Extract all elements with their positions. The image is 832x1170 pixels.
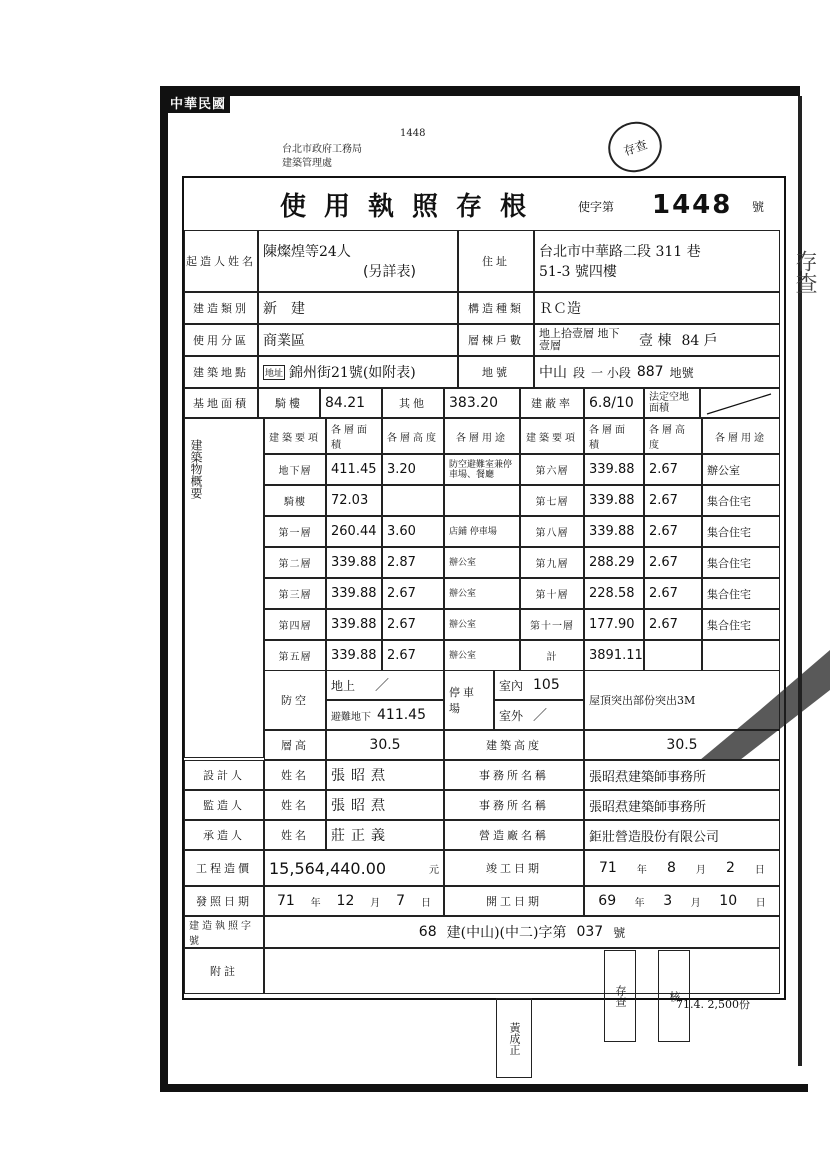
floor-area-right: 339.88: [584, 516, 644, 547]
scan-border-left: [160, 86, 168, 1092]
height-value: 30.5: [326, 730, 444, 760]
other-value: 383.20: [444, 388, 520, 418]
header-tag: 中華民國: [166, 92, 230, 113]
scan-noise: [700, 650, 830, 760]
floor-use-right: 辦公室: [702, 454, 780, 485]
floor-height-left: [382, 485, 444, 516]
designer-office-label: 事務所名稱: [444, 760, 584, 790]
start-month-unit: 月: [690, 897, 701, 909]
bldg-height-label: 建築高度: [444, 730, 584, 760]
address-label: 住址: [458, 230, 534, 292]
floor-use-left: 辦公室: [444, 578, 520, 609]
left-col-use: 各層用途: [444, 418, 520, 454]
structure-label: 構造種類: [458, 292, 534, 324]
floor-area-right: 177.90: [584, 609, 644, 640]
bottom-stamp-2: 存查: [604, 950, 636, 1042]
done-year-unit: 年: [636, 864, 647, 876]
floor-height-left: 3.20: [382, 454, 444, 485]
summary-label: 建築物概要: [189, 439, 203, 499]
open-space-label: 法定空地面積: [644, 388, 700, 418]
designer-office: 張昭焄建築師事務所: [584, 760, 780, 790]
lot-district: 中山: [539, 365, 567, 381]
right-col-floor: 建築要項: [520, 418, 584, 454]
lot-suffix: 地號: [669, 365, 694, 380]
floor-height-right: 2.67: [644, 485, 702, 516]
print-note: 71.4. 2,500份: [676, 998, 750, 1011]
floor-use-left: [444, 485, 520, 516]
floor-area-left: 339.88: [326, 578, 382, 609]
floor-use-left: 防空避難室兼停車場、餐廳: [444, 454, 520, 485]
address-line2: 51-3 號四樓: [539, 264, 617, 280]
floor-name-left: 第四層: [264, 609, 326, 640]
issue-month-unit: 月: [370, 897, 381, 909]
floor-height-left: 2.67: [382, 640, 444, 671]
floor-height-right: 2.67: [644, 547, 702, 578]
floor-name-left: 第三層: [264, 578, 326, 609]
other-label: 其他: [382, 388, 444, 418]
bottom-stamp-3: 核: [658, 950, 690, 1042]
floor-height-right: 2.67: [644, 609, 702, 640]
lot-number: 887: [636, 364, 664, 380]
shelter-below-label: 避難地下: [331, 711, 371, 723]
parking-outdoor-value: ／: [533, 708, 548, 724]
license-suffix: 號: [752, 200, 765, 214]
building-type-value: 新 建: [258, 292, 458, 324]
start-day-unit: 日: [755, 897, 766, 909]
left-col-floor: 建築要項: [264, 418, 326, 454]
owner-note: (另詳表): [363, 264, 416, 280]
parking-indoor-cell: [494, 670, 584, 700]
building-type-label: 建造類別: [184, 292, 258, 324]
floor-use-left: 辦公室: [444, 640, 520, 671]
floor-height-left: 2.67: [382, 578, 444, 609]
lot-cell: [534, 356, 780, 388]
issue-date: [264, 886, 444, 916]
issue-month: 12: [336, 893, 355, 909]
number-stamp: 1448: [400, 128, 426, 139]
remarks-value: [264, 948, 780, 994]
done-date: [584, 850, 780, 886]
lot-label: 地號: [458, 356, 534, 388]
designer-name: 張昭焄: [326, 760, 444, 790]
arcade-label: 騎樓: [258, 388, 320, 418]
zoning-label: 使用分區: [184, 324, 258, 356]
right-col-area: 各層面積: [584, 418, 644, 454]
start-date: [584, 886, 780, 916]
floor-area-right: 339.88: [584, 485, 644, 516]
open-space-value: [700, 388, 780, 418]
done-label: 竣工日期: [444, 850, 584, 886]
received-stamp-line2: 建築管理處: [282, 158, 332, 169]
parking-outdoor-label: 室外: [499, 708, 524, 723]
parking-indoor-value: 105: [533, 677, 560, 693]
contractor-firm-label: 營造廠名稱: [444, 820, 584, 850]
parking-indoor-label: 室內: [499, 678, 524, 693]
floor-name-right: 計: [520, 640, 584, 671]
floors-cell: [534, 324, 780, 356]
arcade-value: 84.21: [320, 388, 382, 418]
issue-day: 7: [396, 893, 406, 909]
floor-name-right: 第六層: [520, 454, 584, 485]
floor-name-left: 地下層: [264, 454, 326, 485]
parking-label: 停車場: [444, 670, 494, 730]
contractor-name: 莊正義: [326, 820, 444, 850]
permit-number: 037: [576, 924, 604, 940]
floor-use-left: 辦公室: [444, 609, 520, 640]
form-title: 使用執照存根: [280, 192, 545, 222]
start-year-unit: 年: [634, 897, 645, 909]
remarks-label: 附註: [184, 948, 264, 994]
issue-year-unit: 年: [310, 897, 321, 909]
permit-text: 建(中山)(中二)字第: [446, 925, 567, 941]
zoning-value: 商業區: [258, 324, 458, 356]
supervisor-name-label: 姓名: [264, 790, 326, 820]
scan-noise-texture: [700, 650, 830, 760]
site-address-value: 錦州街21號(如附表): [289, 365, 416, 381]
start-year: 69: [598, 893, 617, 909]
site-address-label: 建築地點: [184, 356, 258, 388]
floor-name-right: 第七層: [520, 485, 584, 516]
designer-label: 設計人: [184, 760, 264, 790]
done-day: 2: [725, 860, 735, 876]
floor-area-left: 72.03: [326, 485, 382, 516]
floor-height-right: [644, 640, 702, 671]
floor-height-right: 2.67: [644, 454, 702, 485]
cost-cell: [264, 850, 444, 886]
structure-value: ＲＣ造: [534, 292, 780, 324]
received-stamp-line1: 台北市政府工務局: [282, 144, 362, 155]
floor-area-right: 339.88: [584, 454, 644, 485]
issue-day-unit: 日: [420, 897, 431, 909]
floors-units: 84 戶: [681, 333, 718, 349]
floor-area-left: 339.88: [326, 609, 382, 640]
right-col-use: 各層用途: [702, 418, 780, 454]
supervisor-office-label: 事務所名稱: [444, 790, 584, 820]
floor-height-left: 2.67: [382, 609, 444, 640]
scan-border-bottom: [160, 1084, 808, 1092]
floor-name-right: 第九層: [520, 547, 584, 578]
done-year: 71: [599, 860, 617, 876]
floor-height-left: 3.60: [382, 516, 444, 547]
floors-label: 層棟戶數: [458, 324, 534, 356]
address-line1: 台北市中華路二段 311 巷: [539, 244, 701, 260]
height-label: 層高: [264, 730, 326, 760]
contractor-label: 承造人: [184, 820, 264, 850]
scan-border-right: [798, 96, 802, 1066]
shelter-above-value: ／: [375, 678, 390, 694]
permit-cell: [264, 916, 780, 948]
supervisor-label: 監造人: [184, 790, 264, 820]
supervisor-name: 張昭焄: [326, 790, 444, 820]
floor-use-right: 集合住宅: [702, 578, 780, 609]
roof-note: 屋頂突出部份突出3M: [584, 670, 780, 730]
floor-use-right: 集合住宅: [702, 516, 780, 547]
start-day: 10: [719, 893, 738, 909]
designer-name-label: 姓名: [264, 760, 326, 790]
site-address-sublabel: 地址: [263, 365, 285, 380]
floor-area-left: 339.88: [326, 547, 382, 578]
coverage-label: 建蔽率: [520, 388, 584, 418]
floor-use-left: 店鋪 停車場: [444, 516, 520, 547]
done-month: 8: [666, 860, 676, 876]
owner-cell: [258, 230, 458, 292]
site-address-cell: [258, 356, 458, 388]
shelter-below-value: 411.45: [377, 707, 426, 723]
floor-area-left: 260.44: [326, 516, 382, 547]
floor-area-left: 411.45: [326, 454, 382, 485]
start-label: 開工日期: [444, 886, 584, 916]
license-prefix: 使字第: [578, 200, 615, 214]
summary-label-cell: [184, 418, 264, 758]
floor-height-left: 2.87: [382, 547, 444, 578]
cost-label: 工程造價: [184, 850, 264, 886]
floor-area-right: 288.29: [584, 547, 644, 578]
scan-border-top: [160, 86, 800, 96]
floors-value: 地上拾壹層 地下壹層: [539, 327, 620, 352]
lot-section: 段: [573, 365, 586, 380]
parking-outdoor-cell: [494, 700, 584, 730]
address-cell: [534, 230, 780, 292]
shelter-above-label: 地上: [331, 678, 356, 693]
floor-name-right: 第八層: [520, 516, 584, 547]
bldg-height-value: 30.5: [584, 730, 780, 760]
left-col-area: 各層面積: [326, 418, 382, 454]
floor-name-right: 第十層: [520, 578, 584, 609]
floor-name-left: 騎樓: [264, 485, 326, 516]
floor-use-right: 集合住宅: [702, 485, 780, 516]
shelter-below-cell: [326, 700, 444, 730]
right-col-height: 各層高度: [644, 418, 702, 454]
floor-use-right: 集合住宅: [702, 547, 780, 578]
floor-height-right: 2.67: [644, 516, 702, 547]
owner-value: 陳燦煌等24人: [263, 244, 351, 260]
permit-label: 建造執照字號: [184, 916, 264, 948]
cost-value: 15,564,440.00: [269, 858, 387, 878]
issue-label: 發照日期: [184, 886, 264, 916]
cost-unit: 元: [429, 864, 439, 876]
permit-year: 68: [418, 924, 437, 940]
side-label: 存查: [792, 250, 817, 294]
shelter-above-cell: [326, 670, 444, 700]
floor-name-left: 第二層: [264, 547, 326, 578]
owner-label: 起造人姓名: [184, 230, 258, 292]
floors-buildings: 壹 棟: [639, 333, 672, 349]
floor-use-right: 集合住宅: [702, 609, 780, 640]
floor-name-left: 第一層: [264, 516, 326, 547]
floor-use-left: 辦公室: [444, 547, 520, 578]
floor-height-right: 2.67: [644, 578, 702, 609]
left-col-height: 各層高度: [382, 418, 444, 454]
circle-stamp: 存查: [601, 114, 669, 179]
done-month-unit: 月: [695, 864, 706, 876]
done-day-unit: 日: [754, 864, 765, 876]
supervisor-office: 張昭焄建築師事務所: [584, 790, 780, 820]
floor-area-right: 228.58: [584, 578, 644, 609]
license-number: 1448: [652, 190, 733, 220]
bottom-stamp-1: 黃成正: [496, 998, 532, 1078]
floor-name-right: 第十一層: [520, 609, 584, 640]
shelter-label: 防空: [264, 670, 326, 730]
permit-suffix: 號: [613, 925, 626, 940]
diagonal-strike: [705, 390, 775, 416]
floor-area-left: 339.88: [326, 640, 382, 671]
issue-year: 71: [276, 893, 295, 909]
area-label: 基地面積: [184, 388, 258, 418]
contractor-name-label: 姓名: [264, 820, 326, 850]
floor-name-left: 第五層: [264, 640, 326, 671]
floor-area-right: 3891.11: [584, 640, 644, 671]
lot-subsection: 一 小段: [591, 365, 631, 380]
coverage-value: 6.8/10: [584, 388, 644, 418]
contractor-firm: 鉅壯營造股份有限公司: [584, 820, 780, 850]
start-month: 3: [663, 893, 673, 909]
